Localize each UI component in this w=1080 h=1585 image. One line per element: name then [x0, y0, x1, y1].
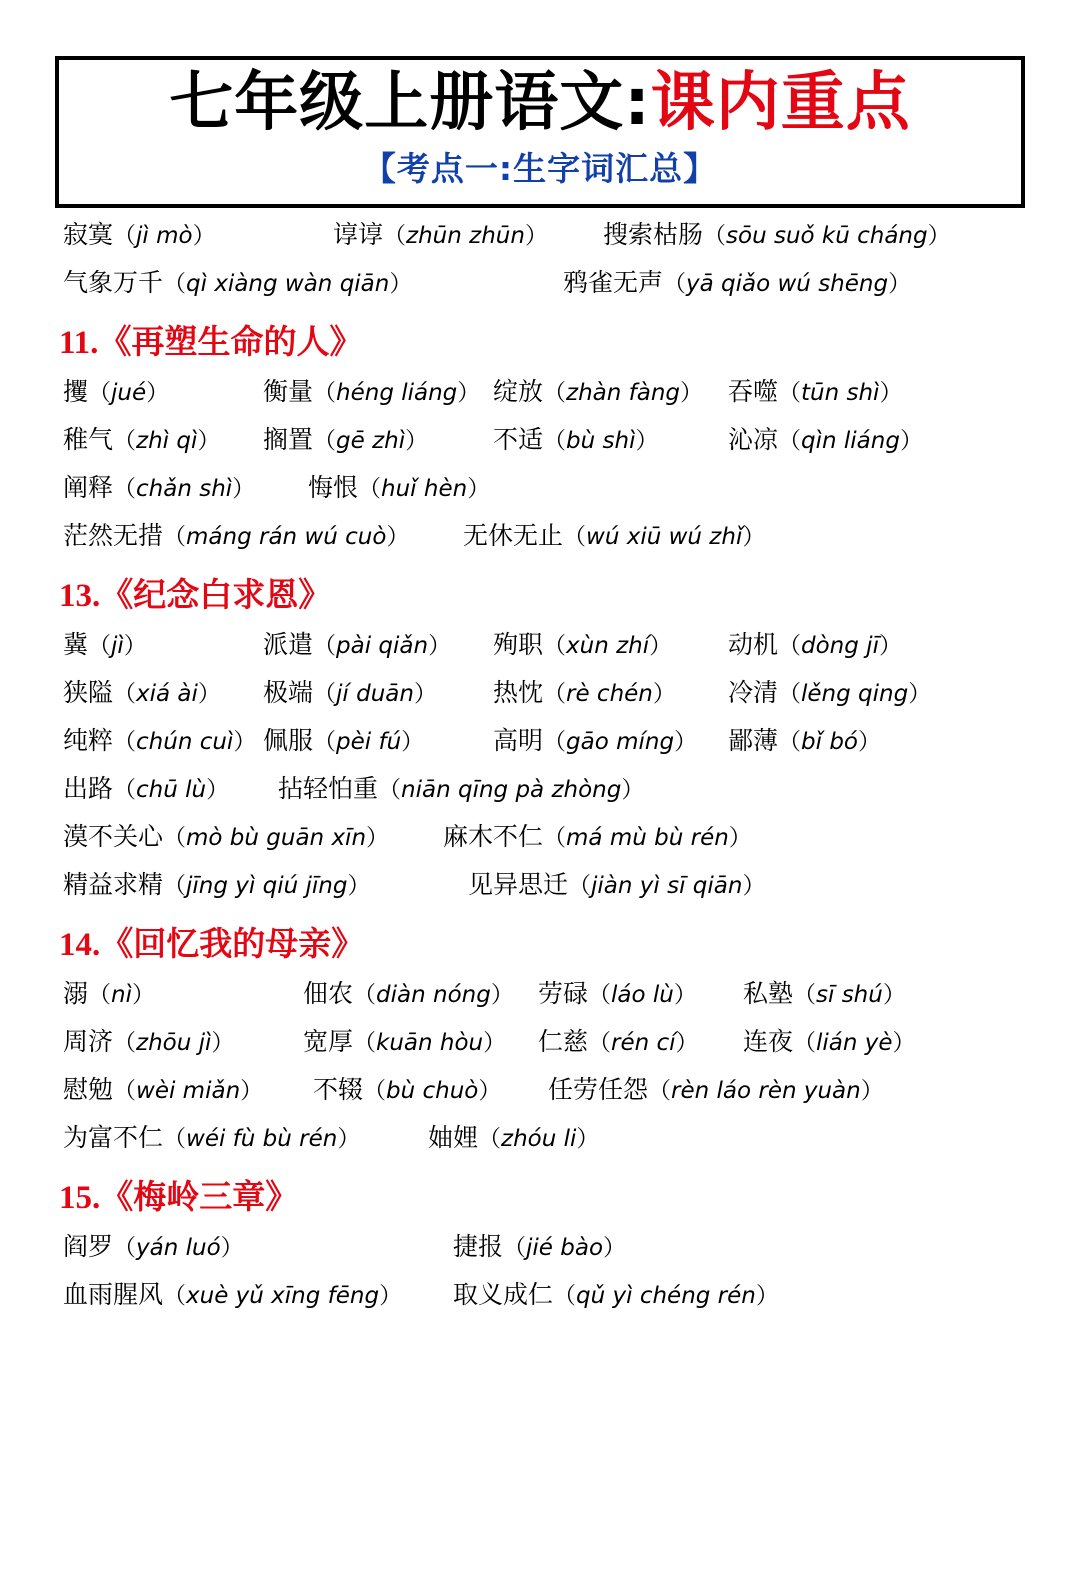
vocabulary-row [55, 822, 1025, 853]
entry-pinyin: lěng qing [801, 681, 909, 708]
entry-pinyin: jīng yì qiú jīng [186, 873, 348, 900]
entry-pinyin: lián yè [816, 1030, 893, 1057]
vocabulary-entry [63, 822, 443, 853]
entry-bracket-close: ） [478, 1078, 502, 1105]
vocabulary-entry [63, 220, 333, 251]
entry-word: 茫然无措 [63, 521, 164, 551]
entry-word: 劳碌 [538, 979, 589, 1009]
entry-pinyin: gē zhì [336, 428, 406, 455]
entry-word: 连夜 [743, 1027, 794, 1057]
vocabulary-row [55, 1027, 1025, 1058]
vocabulary-row [55, 1280, 1025, 1311]
entry-word: 稚气 [63, 425, 114, 455]
vocabulary-row [55, 220, 1025, 251]
entry-bracket-close: ） [389, 271, 413, 298]
entry-bracket-close: ） [347, 873, 371, 900]
entry-word: 不适 [493, 425, 544, 455]
section-number: 13. [59, 578, 101, 615]
entry-word: 极端 [263, 678, 314, 708]
entry-pinyin: kuān hòu [376, 1030, 484, 1057]
entry-pinyin: héng liáng [336, 380, 458, 407]
vocabulary-row [55, 726, 1025, 757]
entry-word: 绽放 [493, 377, 544, 407]
entry-bracket-open: （ [648, 1078, 672, 1105]
vocabulary-row [55, 1123, 1025, 1154]
entry-word: 悔恨 [308, 473, 359, 503]
entry-bracket-open: （ [778, 633, 802, 660]
entry-pinyin: huǐ hèn [381, 476, 468, 503]
entry-bracket-open: （ [88, 380, 112, 407]
entry-pinyin: sī shú [816, 982, 883, 1009]
entry-pinyin: yā qiǎo wú shēng [686, 271, 889, 298]
vocabulary-row [55, 678, 1025, 709]
entry-bracket-close: ） [652, 681, 676, 708]
vocabulary-entry [63, 1280, 453, 1311]
entry-word: 热忱 [493, 678, 544, 708]
entry-pinyin: wéi fù bù rén [186, 1126, 338, 1153]
entry-pinyin: mò bù guān xīn [186, 825, 367, 852]
vocabulary-entry [743, 979, 906, 1010]
entry-pinyin: xiá ài [136, 681, 198, 708]
vocabulary-entry [493, 425, 728, 456]
entry-bracket-close: ） [755, 1283, 779, 1310]
entry-word: 衡量 [263, 377, 314, 407]
entry-bracket-open: （ [778, 729, 802, 756]
vocabulary-entry [443, 822, 752, 853]
entry-word: 冀 [63, 630, 89, 660]
entry-bracket-open: （ [113, 777, 137, 804]
entry-word: 捷报 [453, 1232, 504, 1262]
entry-pinyin: sōu suǒ kū cháng [726, 223, 928, 250]
entry-word: 阎罗 [63, 1232, 114, 1262]
entry-bracket-close: ） [428, 633, 452, 660]
entry-bracket-open: （ [313, 681, 337, 708]
entry-bracket-close: ） [457, 380, 481, 407]
entry-bracket-close: ） [675, 1030, 699, 1057]
vocabulary-row [55, 268, 1025, 299]
entry-bracket-open: （ [378, 777, 402, 804]
entry-bracket-open: （ [568, 873, 592, 900]
vocabulary-entry [428, 1123, 599, 1154]
entry-pinyin: niān qīng pà zhòng [401, 777, 622, 804]
entry-word: 佃农 [303, 979, 354, 1009]
vocabulary-entry [333, 220, 603, 251]
entry-bracket-open: （ [588, 1030, 612, 1057]
entry-bracket-close: ） [413, 681, 437, 708]
entry-bracket-close: ） [232, 476, 256, 503]
entry-bracket-open: （ [163, 1126, 187, 1153]
vocabulary-entry [263, 726, 493, 757]
entry-bracket-open: （ [543, 380, 567, 407]
entry-pinyin: zhūn zhūn [406, 223, 525, 250]
entry-bracket-open: （ [313, 380, 337, 407]
section-name: 《纪念白求恩》 [100, 575, 332, 615]
entry-pinyin: jì [111, 633, 124, 660]
entry-bracket-open: （ [88, 982, 112, 1009]
entry-word: 殉职 [493, 630, 544, 660]
vocabulary-entry [308, 473, 490, 504]
entry-pinyin: chún cuì [136, 729, 234, 756]
entry-bracket-close: ） [892, 1030, 916, 1057]
entry-bracket-close: ） [882, 982, 906, 1009]
section-name: 《再塑生命的人》 [98, 322, 363, 362]
entry-word: 搁置 [263, 425, 314, 455]
vocabulary-entry [63, 268, 563, 299]
entry-bracket-open: （ [88, 633, 112, 660]
entry-word: 精益求精 [63, 870, 164, 900]
vocabulary-entry [548, 1075, 884, 1106]
entry-bracket-close: ） [197, 681, 221, 708]
entry-word: 佩服 [263, 726, 314, 756]
entry-bracket-open: （ [313, 428, 337, 455]
section-heading [59, 316, 1025, 363]
entry-bracket-close: ） [621, 777, 645, 804]
page-title-red: 课内重点 [650, 66, 911, 140]
entry-word: 纯粹 [63, 726, 114, 756]
vocabulary-row [55, 425, 1025, 456]
vocabulary-entry [493, 377, 728, 408]
entry-bracket-open: （ [543, 825, 567, 852]
entry-bracket-open: （ [563, 524, 587, 551]
entry-pinyin: jiàn yì sī qiān [591, 873, 743, 900]
entry-word: 妯娌 [428, 1123, 479, 1153]
entry-word: 冷清 [728, 678, 779, 708]
entry-bracket-open: （ [383, 223, 407, 250]
entry-bracket-open: （ [113, 476, 137, 503]
entry-pinyin: rén cí [611, 1030, 676, 1057]
page-subtitle: 【考点一:生字词汇总】 [362, 149, 718, 189]
entry-bracket-close: ） [908, 681, 932, 708]
entry-word: 麻木不仁 [443, 822, 544, 852]
entry-pinyin: jué [111, 380, 147, 407]
entry-bracket-open: （ [543, 633, 567, 660]
entry-bracket-close: ） [524, 223, 548, 250]
entry-pinyin: pài qiǎn [336, 633, 429, 660]
entry-pinyin: gāo míng [566, 729, 675, 756]
entry-bracket-open: （ [313, 729, 337, 756]
vocabulary-entry [728, 630, 902, 661]
vocabulary-entry [728, 678, 931, 709]
entry-bracket-close: ） [649, 633, 673, 660]
entry-bracket-close: ） [233, 729, 257, 756]
entry-bracket-close: ） [405, 428, 429, 455]
vocabulary-row [55, 979, 1025, 1010]
section-heading [59, 1171, 1025, 1218]
entry-word: 狭隘 [63, 678, 114, 708]
entry-pinyin: jí duān [336, 681, 414, 708]
section-number: 15. [59, 1180, 101, 1217]
entry-pinyin: diàn nóng [376, 982, 491, 1009]
vocabulary-entry [63, 630, 263, 661]
vocabulary-entry [63, 774, 278, 805]
entry-word: 攫 [63, 377, 89, 407]
entry-word: 私塾 [743, 979, 794, 1009]
entry-bracket-close: ） [146, 380, 170, 407]
section-heading [59, 569, 1025, 616]
entry-pinyin: rèn láo rèn yuàn [671, 1078, 861, 1105]
entry-bracket-open: （ [543, 681, 567, 708]
entry-bracket-open: （ [163, 524, 187, 551]
entry-bracket-open: （ [553, 1283, 577, 1310]
entry-word: 取义成仁 [453, 1280, 554, 1310]
entry-pinyin: bù shì [566, 428, 636, 455]
entry-bracket-close: ） [742, 873, 766, 900]
entry-bracket-close: ） [490, 982, 514, 1009]
vocabulary-entry [493, 726, 728, 757]
entry-bracket-close: ） [858, 729, 881, 756]
entry-word: 溺 [63, 979, 89, 1009]
entry-word: 为富不仁 [63, 1123, 164, 1153]
vocabulary-row [55, 521, 1025, 552]
entry-word: 沁凉 [728, 425, 779, 455]
entry-bracket-open: （ [543, 729, 567, 756]
vocabulary-entry [63, 1232, 453, 1263]
entry-pinyin: xuè yǔ xīng fēng [186, 1283, 380, 1310]
entry-pinyin: rè chén [566, 681, 653, 708]
vocabulary-row [55, 630, 1025, 661]
entry-bracket-close: ） [337, 1126, 361, 1153]
entry-word: 无休无止 [463, 521, 564, 551]
entry-bracket-close: ） [742, 524, 766, 551]
entry-bracket-open: （ [503, 1235, 527, 1262]
entry-word: 周济 [63, 1027, 114, 1057]
entry-bracket-close: ） [401, 729, 425, 756]
entry-word: 拈轻怕重 [278, 774, 379, 804]
entry-pinyin: máng rán wú cuò [186, 524, 387, 551]
entry-word: 派遣 [263, 630, 314, 660]
vocabulary-entry [538, 979, 743, 1010]
entry-bracket-close: ） [879, 380, 903, 407]
entry-pinyin: zhàn fàng [566, 380, 681, 407]
entry-bracket-close: ） [220, 1235, 244, 1262]
entry-bracket-open: （ [778, 380, 802, 407]
entry-bracket-open: （ [778, 681, 802, 708]
vocabulary-entry [63, 1027, 303, 1058]
entry-bracket-open: （ [543, 428, 567, 455]
entry-bracket-open: （ [363, 1078, 387, 1105]
entry-bracket-open: （ [163, 271, 187, 298]
entry-bracket-open: （ [703, 223, 727, 250]
vocabulary-entry [303, 979, 538, 1010]
entry-bracket-close: ） [927, 223, 951, 250]
entry-pinyin: tūn shì [801, 380, 880, 407]
entry-word: 血雨腥风 [63, 1280, 164, 1310]
document-page [0, 56, 1080, 1585]
vocabulary-entry [63, 473, 308, 504]
entry-bracket-open: （ [358, 476, 382, 503]
entry-bracket-close: ） [366, 825, 390, 852]
entry-bracket-open: （ [113, 681, 137, 708]
section-name: 《梅岭三章》 [100, 1177, 299, 1217]
vocabulary-row [55, 870, 1025, 901]
entry-bracket-close: ） [888, 271, 912, 298]
entry-pinyin: jì mò [136, 223, 193, 250]
vocabulary-entry [728, 377, 902, 408]
entry-pinyin: bù chuò [386, 1078, 479, 1105]
entry-bracket-close: ） [674, 729, 698, 756]
vocabulary-content [55, 220, 1025, 1311]
entry-bracket-open: （ [113, 1078, 137, 1105]
vocabulary-row [55, 473, 1025, 504]
entry-pinyin: xùn zhí [566, 633, 650, 660]
vocabulary-entry [63, 377, 263, 408]
entry-bracket-open: （ [113, 223, 137, 250]
page-title-black: 七年级上册语文: [169, 66, 651, 140]
entry-bracket-open: （ [478, 1126, 502, 1153]
title-banner [55, 56, 1025, 208]
entry-pinyin: qì xiàng wàn qiān [186, 271, 390, 298]
vocabulary-entry [63, 870, 468, 901]
entry-bracket-open: （ [778, 428, 802, 455]
entry-bracket-close: ） [240, 1078, 264, 1105]
vocabulary-entry [278, 774, 644, 805]
vocabulary-entry [263, 678, 493, 709]
entry-word: 见异思迁 [468, 870, 569, 900]
entry-bracket-close: ） [192, 223, 216, 250]
entry-word: 任劳任怨 [548, 1075, 649, 1105]
entry-pinyin: chū lù [136, 777, 207, 804]
entry-bracket-open: （ [353, 982, 377, 1009]
entry-bracket-close: ） [860, 1078, 884, 1105]
entry-pinyin: bǐ bó [801, 729, 858, 756]
vocabulary-entry [453, 1232, 626, 1263]
vocabulary-entry [63, 678, 263, 709]
section-heading [59, 918, 1025, 965]
entry-word: 吞噬 [728, 377, 779, 407]
entry-word: 不辍 [313, 1075, 364, 1105]
entry-bracket-close: ） [728, 825, 752, 852]
entry-pinyin: chǎn shì [136, 476, 233, 503]
entry-pinyin: láo lù [611, 982, 674, 1009]
entry-word: 宽厚 [303, 1027, 354, 1057]
vocabulary-entry [463, 521, 765, 552]
entry-bracket-open: （ [588, 982, 612, 1009]
entry-bracket-close: ） [680, 380, 704, 407]
vocabulary-entry [63, 521, 463, 552]
entry-word: 鄙薄 [728, 726, 779, 756]
vocabulary-entry [728, 425, 923, 456]
vocabulary-entry [63, 1123, 428, 1154]
entry-bracket-open: （ [163, 873, 187, 900]
entry-bracket-close: ） [197, 428, 221, 455]
entry-bracket-open: （ [113, 1235, 137, 1262]
vocabulary-entry [743, 1027, 916, 1058]
entry-bracket-close: ） [635, 428, 659, 455]
entry-bracket-open: （ [353, 1030, 377, 1057]
vocabulary-entry [563, 268, 911, 299]
entry-word: 谆谆 [333, 220, 384, 250]
entry-bracket-open: （ [163, 1283, 187, 1310]
entry-bracket-close: ） [211, 1030, 235, 1057]
entry-word: 高明 [493, 726, 544, 756]
entry-word: 鸦雀无声 [563, 268, 664, 298]
entry-pinyin: pèi fú [336, 729, 402, 756]
entry-pinyin: nì [111, 982, 132, 1009]
entry-word: 动机 [728, 630, 779, 660]
vocabulary-row [55, 1075, 1025, 1106]
entry-pinyin: zhóu li [501, 1126, 577, 1153]
entry-pinyin: qìn liáng [801, 428, 900, 455]
entry-pinyin: má mù bù rén [566, 825, 729, 852]
entry-bracket-open: （ [113, 729, 137, 756]
entry-bracket-close: ） [123, 633, 147, 660]
entry-bracket-close: ） [576, 1126, 600, 1153]
vocabulary-entry [493, 630, 728, 661]
page-title [69, 66, 1011, 140]
entry-bracket-close: ） [899, 428, 923, 455]
entry-pinyin: jié bào [526, 1235, 604, 1262]
entry-bracket-close: ） [603, 1235, 627, 1262]
vocabulary-entry [63, 726, 263, 757]
entry-pinyin: wú xiū wú zhǐ [586, 524, 743, 551]
entry-bracket-close: ） [379, 1283, 403, 1310]
entry-word: 仁慈 [538, 1027, 589, 1057]
vocabulary-entry [538, 1027, 743, 1058]
entry-bracket-close: ） [131, 982, 155, 1009]
vocabulary-entry [63, 425, 263, 456]
entry-bracket-open: （ [793, 1030, 817, 1057]
vocabulary-entry [263, 630, 493, 661]
entry-bracket-open: （ [313, 633, 337, 660]
entry-pinyin: dòng jī [801, 633, 879, 660]
vocabulary-entry [453, 1280, 779, 1311]
entry-word: 慰勉 [63, 1075, 114, 1105]
vocabulary-entry [63, 979, 303, 1010]
vocabulary-entry [303, 1027, 538, 1058]
vocabulary-entry [603, 220, 951, 251]
entry-word: 出路 [63, 774, 114, 804]
entry-bracket-close: ） [206, 777, 230, 804]
vocabulary-entry [468, 870, 765, 901]
entry-bracket-close: ） [467, 476, 491, 503]
entry-word: 阐释 [63, 473, 114, 503]
entry-pinyin: qǔ yì chéng rén [576, 1283, 756, 1310]
entry-bracket-open: （ [113, 428, 137, 455]
entry-bracket-close: ） [386, 524, 410, 551]
vocabulary-row [55, 377, 1025, 408]
vocabulary-entry [313, 1075, 548, 1106]
section-name: 《回忆我的母亲》 [100, 924, 365, 964]
entry-bracket-open: （ [663, 271, 687, 298]
vocabulary-entry [63, 1075, 313, 1106]
entry-bracket-close: ） [878, 633, 902, 660]
entry-pinyin: yán luó [136, 1235, 221, 1262]
section-number: 14. [59, 927, 101, 964]
vocabulary-entry [728, 726, 881, 757]
vocabulary-row [55, 1232, 1025, 1263]
entry-word: 漠不关心 [63, 822, 164, 852]
entry-word: 寂寞 [63, 220, 114, 250]
vocabulary-entry [263, 377, 493, 408]
entry-word: 搜索枯肠 [603, 220, 704, 250]
entry-bracket-close: ） [483, 1030, 507, 1057]
entry-pinyin: zhì qì [136, 428, 198, 455]
entry-word: 气象万千 [63, 268, 164, 298]
entry-bracket-open: （ [163, 825, 187, 852]
entry-pinyin: wèi miǎn [136, 1078, 241, 1105]
entry-bracket-close: ） [673, 982, 697, 1009]
vocabulary-entry [493, 678, 728, 709]
entry-pinyin: zhōu jì [136, 1030, 212, 1057]
vocabulary-row [55, 774, 1025, 805]
section-number: 11. [59, 325, 99, 362]
entry-bracket-open: （ [793, 982, 817, 1009]
vocabulary-entry [263, 425, 493, 456]
entry-bracket-open: （ [113, 1030, 137, 1057]
